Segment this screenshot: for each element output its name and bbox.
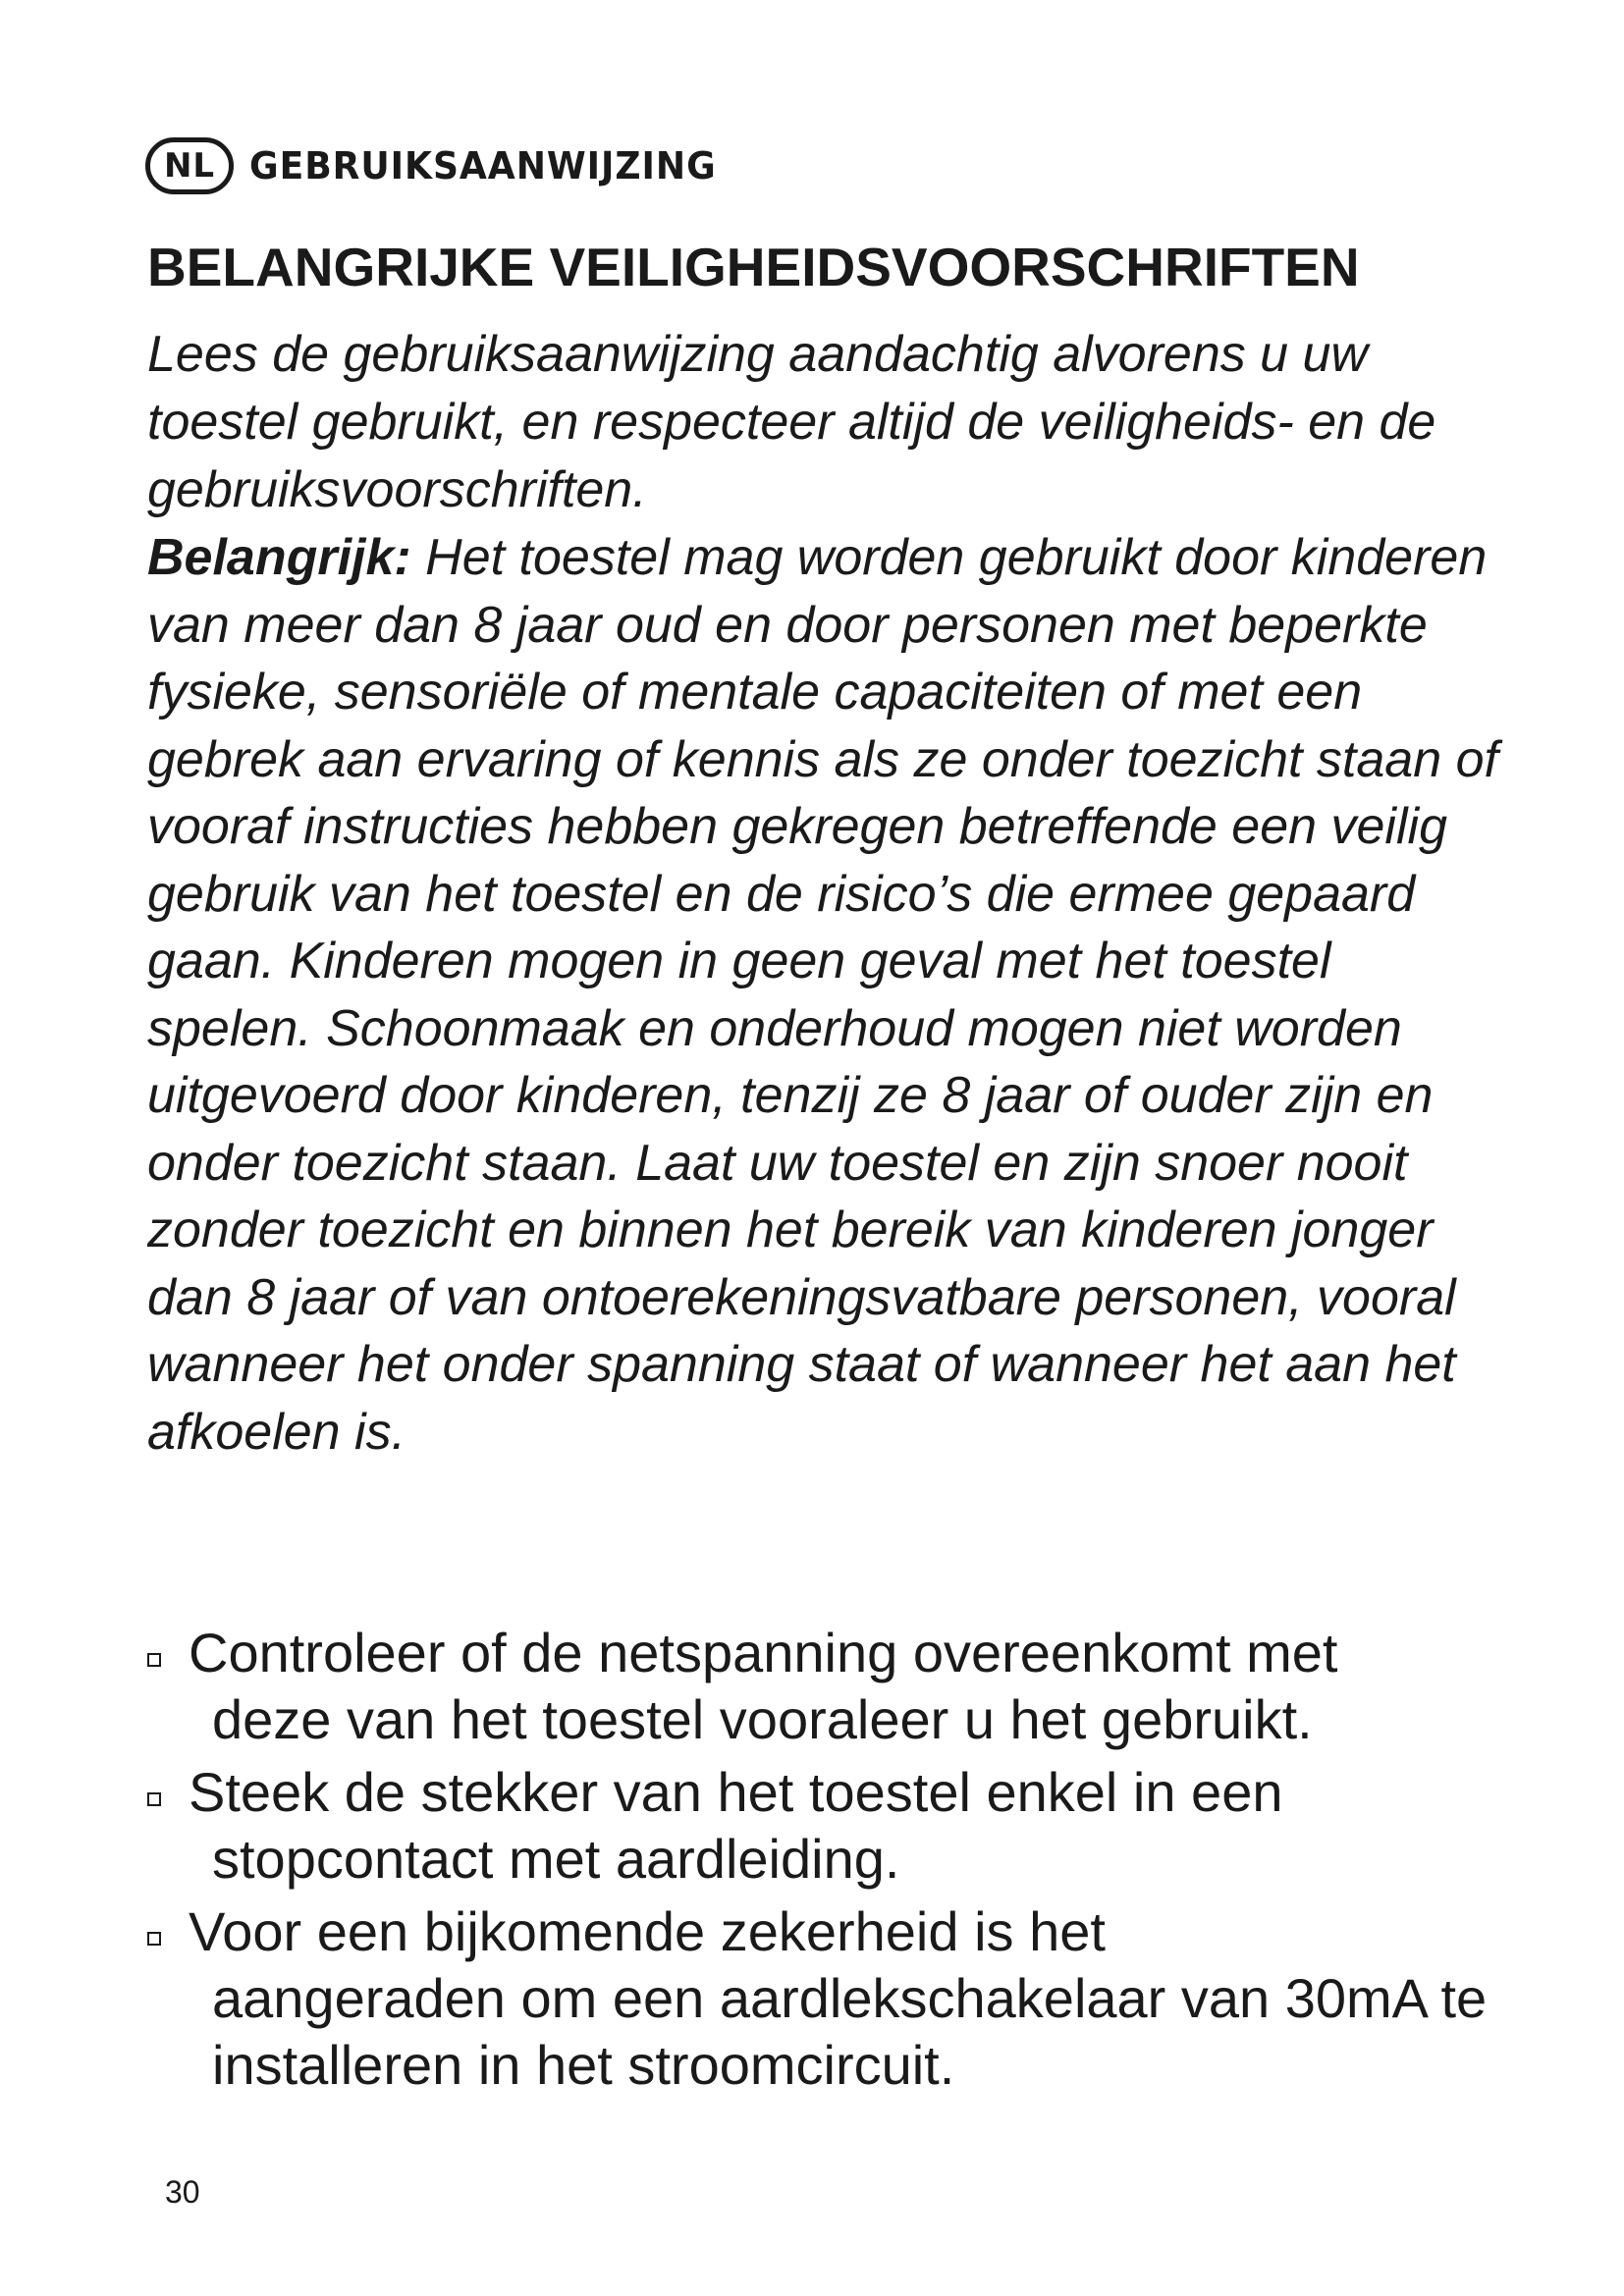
- list-item-text: [189, 1620, 1337, 1753]
- list-item-first-line: Voor een bijkomende zekerheid is het: [189, 1900, 1106, 1962]
- list-item: [147, 1620, 1502, 1753]
- checkbox-bullet-icon: [147, 1932, 161, 1946]
- intro-paragraph: Lees de gebruiksaanwijzing aandachtig alvorens u uw toestel gebruikt, en respecteer altijd de veiligheids- en de gebruiksvoorschriften.: [147, 326, 1436, 518]
- list-item: [147, 1898, 1502, 2099]
- important-paragraph: [147, 524, 1502, 1466]
- list-item: [147, 1759, 1502, 1893]
- language-badge: NL: [145, 137, 234, 194]
- list-item-continuation: stopcontact met aardleiding.: [212, 1828, 900, 1890]
- list-item-first-line: Steek de stekker van het toestel enkel in een: [189, 1761, 1283, 1823]
- list-item-text: [189, 1759, 1282, 1893]
- page-number: 30: [165, 2174, 200, 2210]
- important-text: Het toestel mag worden gebruikt door kinderen van meer dan 8 jaar oud en door personen met beperkte fysieke, sensoriële of mentale capaciteiten of met een gebrek aan ervaring of kennis als ze onder toezicht staan of vooraf instructies hebben gekregen betreffende een veilig gebruik van het toestel en de risico’s die ermee gepaard gaan. Kinderen mogen in geen geval met het toestel spelen. Schoonmaak en onderhoud mogen niet worden uitgevoerd door kinderen, tenzij ze 8 jaar of ouder zijn en onder toezicht staan. Laat uw toestel en zijn snoer nooit zonder toezicht en binnen het bereik van kinderen jonger dan 8 jaar of van ontoerekeningsvatbare personen, vooral wanneer het onder spanning staat of wanneer het aan het afkoelen is.: [147, 529, 1498, 1461]
- checkbox-bullet-icon: [147, 1653, 161, 1667]
- header-title: GEBRUIKSAANWIJZING: [249, 144, 717, 187]
- document-header: [145, 137, 741, 194]
- section-title: BELANGRIJKE VEILIGHEIDSVOORSCHRIFTEN: [147, 237, 1360, 297]
- instruction-list: [147, 1620, 1502, 2105]
- checkbox-bullet-icon: [147, 1792, 161, 1806]
- list-item-continuation: aangeraden om een aardlekschakelaar van 30mA te installeren in het stroomcircuit.: [212, 1967, 1488, 2096]
- list-item-continuation: deze van het toestel vooraleer u het gebruikt.: [212, 1688, 1313, 1750]
- list-item-text: [189, 1898, 1502, 2099]
- list-item-first-line: Controleer of de netspanning overeenkomt met: [189, 1622, 1338, 1683]
- important-lead: Belangrijk:: [147, 529, 411, 586]
